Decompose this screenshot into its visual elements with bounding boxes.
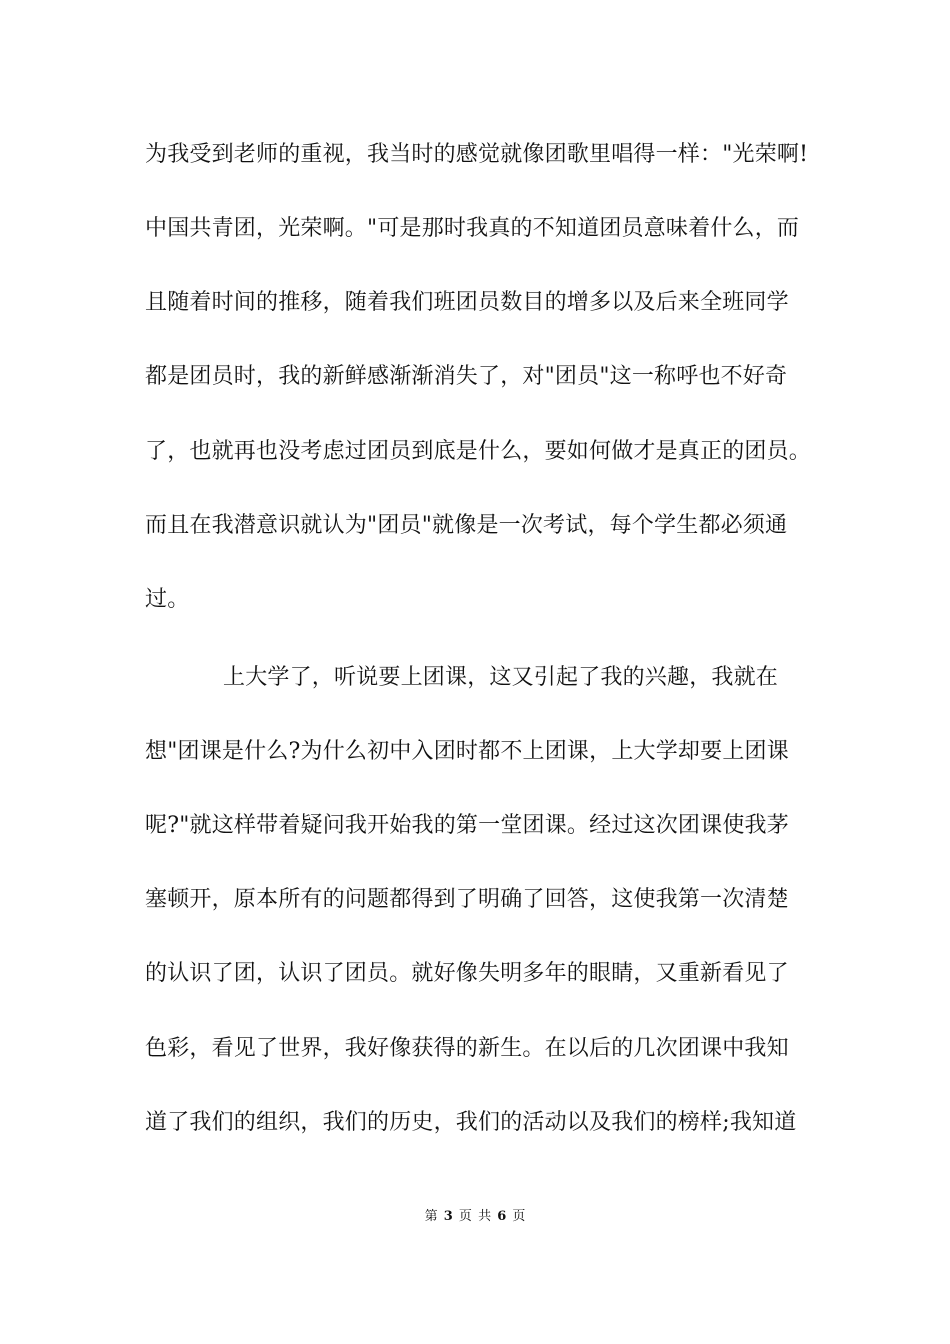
text-line: 且随着时间的推移，随着我们班团员数目的增多以及后来全班同学	[145, 290, 789, 315]
text-line: 道了我们的组织，我们的历史，我们的活动以及我们的榜样;我知道	[145, 1110, 797, 1135]
paragraph-first-line: 上大学了，听说要上团课，这又引起了我的兴趣，我就在	[223, 665, 779, 690]
text-line: 的认识了团，认识了团员。就好像失明多年的眼睛，又重新看见了	[145, 961, 789, 986]
footer-page-word: 页	[458, 1209, 472, 1224]
text-line: 过。	[145, 587, 190, 612]
footer-suffix: 页	[512, 1209, 526, 1224]
text-line: 而且在我潜意识就认为"团员"就像是一次考试，每个学生都必须通	[145, 513, 788, 538]
total-pages-number: 6	[497, 1209, 507, 1224]
footer-total-prefix: 共	[478, 1209, 492, 1224]
text-line: 呢?"就这样带着疑问我开始我的第一堂团课。经过这次团课使我茅	[145, 813, 789, 838]
current-page-number: 3	[443, 1209, 453, 1224]
text-line: 色彩，看见了世界，我好像获得的新生。在以后的几次团课中我知	[145, 1036, 789, 1061]
text-line: 都是团员时，我的新鲜感渐渐消失了，对"团员"这一称呼也不好奇	[145, 364, 788, 389]
text-line: 为我受到老师的重视，我当时的感觉就像团歌里唱得一样："光荣啊!	[145, 142, 809, 167]
text-line: 想"团课是什么?为什么初中入团时都不上团课，上大学却要上团课	[145, 739, 789, 764]
footer-prefix: 第	[424, 1209, 438, 1224]
text-line: 中国共青团，光荣啊。"可是那时我真的不知道团员意味着什么，而	[145, 216, 800, 241]
text-line: 了，也就再也没考虑过团员到底是什么，要如何做才是真正的团员。	[145, 439, 812, 464]
page-footer	[0, 1208, 950, 1226]
text-line: 塞顿开，原本所有的问题都得到了明确了回答，这使我第一次清楚	[145, 887, 789, 912]
